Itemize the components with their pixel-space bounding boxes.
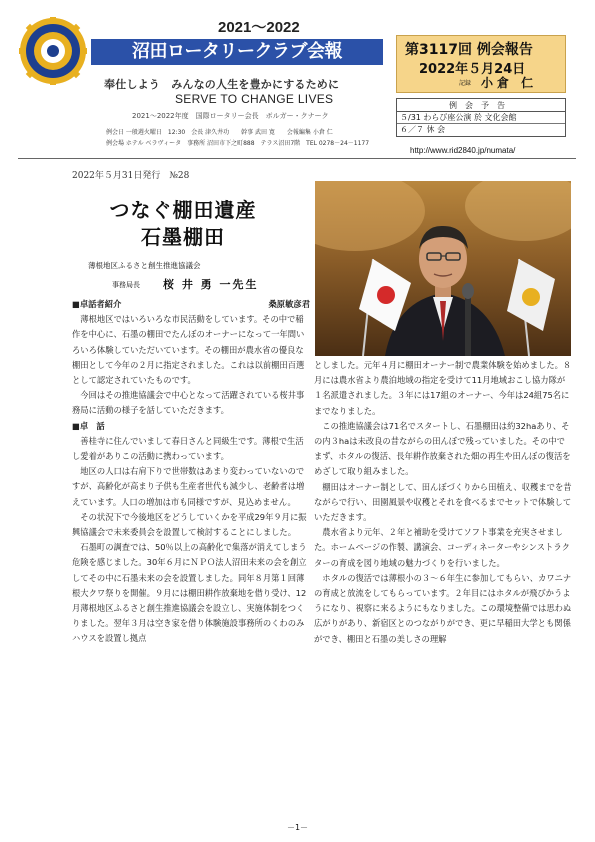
header-divider (18, 158, 576, 159)
article-subtitle: 石墨棚田 (141, 225, 225, 249)
introduction-heading: ■卓話者紹介 (72, 299, 122, 309)
club-info-line-2: 例会場 ホテル ベラヴィータ 事務所 沼田市下之町888 テラス沼田7階 TEL 0278－24－1177 (106, 140, 370, 147)
club-info-line-1: 例会日 一般週火曜日 12:30 会長 津久井功 幹事 武田 寛 会報編集 小倉 仁 (106, 129, 333, 136)
paragraph: この推進協議会は71名でスタートし、石墨棚田は約32haあり、その内３haは未改良の昔ながらの田んぼで残っていました。その中でまず、ホタルの復活、長年耕作放棄された畑の再生や田んぼの復活をめざして取り組みました。 (314, 420, 571, 477)
speaker-photo (315, 181, 571, 356)
paragraph: 棚田はオーナー制として、田んぼづくりから田植え、収穫までを昔ながらで行い、田園風景や収穫とそれを食べるまでセットで体験していただきます。 (314, 481, 572, 523)
article-column-left (72, 297, 310, 647)
section-heading-talk: ■卓 話 (72, 420, 105, 431)
meeting-report-box (396, 35, 566, 93)
speaker-photo-illustration (315, 181, 571, 356)
issue-date: 2022年５月31日発行 №28 (72, 171, 190, 181)
introducer-name: 桑原敏彦君 (268, 299, 310, 309)
fiscal-years: 2021～2022 (218, 19, 300, 36)
paragraph: としました。元年４月に棚田オーナー制で農業体験を始めました。８月には農水省より農泊地域の指定を受けて11月地域おこし協力隊が１名派遣されました。３年には17組のオーナー、今年は24組75名にまでなりました。 (314, 360, 572, 416)
club-website-link[interactable]: http://www.rid2840.jp/numata/ (410, 146, 516, 155)
year-president-line: 2021～2022年度 国際ロータリー会長 ボルガー・クナーク (132, 112, 329, 120)
meeting-schedule-table (396, 98, 566, 137)
article-column-right (314, 358, 572, 647)
schedule-row: ６／７ 休 会 (400, 125, 446, 134)
meeting-number: 第3117回 例会報告 (405, 42, 533, 58)
schedule-heading: 例会予告 (397, 99, 565, 112)
paragraph: 石墨町の調査では、50％以上の高齢化で集落が消えてしまう危険を感じました。30年６月にＮＰＯ法人沼田未来の会を創立してその中に石墨未来の会を設置しました。同年８月第１回薄根大クワ祭りを開催。９月には棚田耕作放棄地を借り受け、12月薄根地区ふるさと創生推進協議会を設立し、実施体制をつくりました。翌年３月は空き家を借り体験施設事務所のくわのみハウスを設置し拠点 (72, 542, 307, 644)
motto: 奉仕しよう みんなの人生を豊かにするために (104, 78, 340, 91)
rotary-logo (18, 16, 88, 86)
motto-english: SERVE TO CHANGE LIVES (175, 92, 334, 106)
article-title: つなぐ棚田遺産 (109, 198, 257, 222)
paragraph: 今回はその推進協議会で中心となって活躍されている桜井事務局に活動の様子を話していただきます。 (72, 390, 305, 416)
speaker-role: 事務局長 (112, 281, 140, 289)
meeting-date: 2022年５月24日 (419, 62, 526, 77)
schedule-row: ５/31 わらび座公演 於 文化会館 (397, 112, 565, 124)
paragraph: 薄根地区ではいろいろな市民活動をしています。その中で稲作を中心に、石墨の棚田でたんぼのオーナーになって一年間いろいろ体験していただいています。その棚田が農水省の優良な棚田として今年の２月に指定されました。これは以前棚田百選として認定されていたものです。 (72, 314, 305, 386)
paragraph: 善桂寺に住んでいまして春日さんと同級生です。薄根で生活し愛着がありこの活動に携わっています。 (72, 435, 304, 462)
paragraph: その状況下で今後地区をどうしていくかを平成29年９月に振興協議会で未来委員会を設置して検討することにしました。 (72, 511, 307, 538)
speaker-organization: 薄根地区ふるさと創生推進協議会 (88, 261, 201, 270)
recorder-name: 小倉 仁 (481, 76, 538, 90)
paragraph: ホタルの復活では薄根小の３～６年生に参加してもらい、カワニナの育成と放流をしてもらっています。２年目にはホタルが飛びかうようになり、視察に来るようにもなりました。この環境整備では思わぬ広がりがあり、新宿区とのつながりができ、更に早稲田大学とも関係ができ、棚田と石墨の美しさの理解 (314, 572, 572, 644)
club-name-banner: 沼田ロータリークラブ会報 (91, 39, 383, 65)
page-number: －1－ (286, 823, 309, 832)
paragraph: 農水省より元年、２年と補助を受けてソフト事業を充実させました。ホームページの作製、講演会、コーディネーターやシンストラクターの育成を図り地域の魅力づくりを行いました。 (314, 527, 570, 568)
recorder-label: 記録 (459, 80, 472, 87)
paragraph: 地区の人口は右肩下りで世帯数はあまり変わっていないのですが、高齢化が高まり子供も生産者世代も減少し、老齢者は増えています。人口の増加は市も同様ですが、見込めません。 (72, 466, 305, 507)
section-heading-introduction (72, 297, 310, 312)
speaker-name: 桜 井 勇 一先生 (163, 278, 259, 291)
